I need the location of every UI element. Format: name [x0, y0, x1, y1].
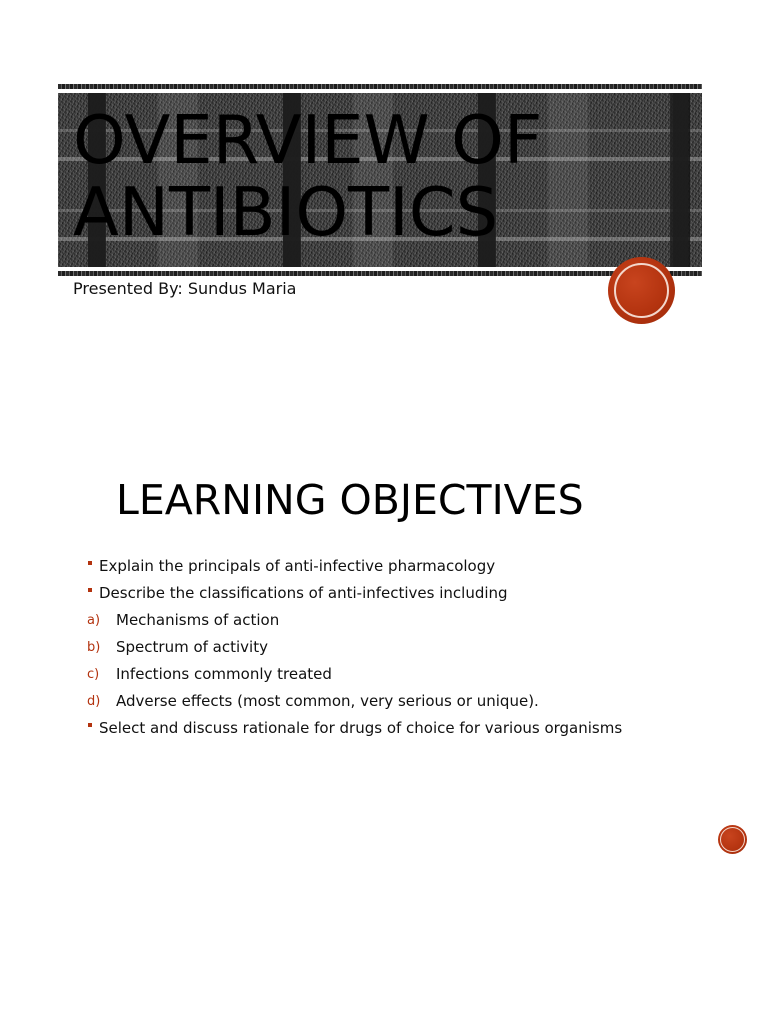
objective-text: Adverse effects (most common, very serious or unique). [116, 692, 539, 710]
objective-text: Describe the classifications of anti-infectives including [99, 584, 508, 602]
decorative-circle-ring [614, 263, 669, 318]
decorative-circle-icon [608, 257, 675, 324]
objective-text: Mechanisms of action [116, 611, 280, 629]
slide-number-circle-ring [720, 827, 745, 852]
objective-text: Select and discuss rationale for drugs of choice for various organisms [99, 719, 623, 737]
list-letter-marker: d) [87, 694, 101, 709]
slide-number-circle-icon [718, 825, 747, 854]
presentation-title [73, 101, 693, 251]
title-band-top-rule [58, 84, 702, 89]
bullet-square-icon [88, 561, 92, 565]
bullet-square-icon [88, 588, 92, 592]
objectives-slide [0, 420, 768, 900]
objective-text: Explain the principals of anti-infective pharmacology [99, 557, 496, 575]
objective-text: Infections commonly treated [116, 665, 332, 683]
title-slide [0, 0, 768, 400]
title-band-bottom-rule [58, 271, 702, 276]
list-letter-marker: a) [87, 613, 101, 628]
list-letter-marker: c) [87, 667, 100, 682]
presentation-title-line-1: OVERVIEW OF [73, 101, 543, 179]
bullet-square-icon [88, 723, 92, 727]
presenter-subtitle: Presented By: Sundus Maria [73, 279, 297, 298]
list-letter-marker: b) [87, 640, 101, 655]
objective-text: Spectrum of activity [116, 638, 268, 656]
presentation-title-line-2: ANTIBIOTICS [73, 173, 499, 251]
objectives-title: LEARNING OBJECTIVES [116, 476, 584, 524]
